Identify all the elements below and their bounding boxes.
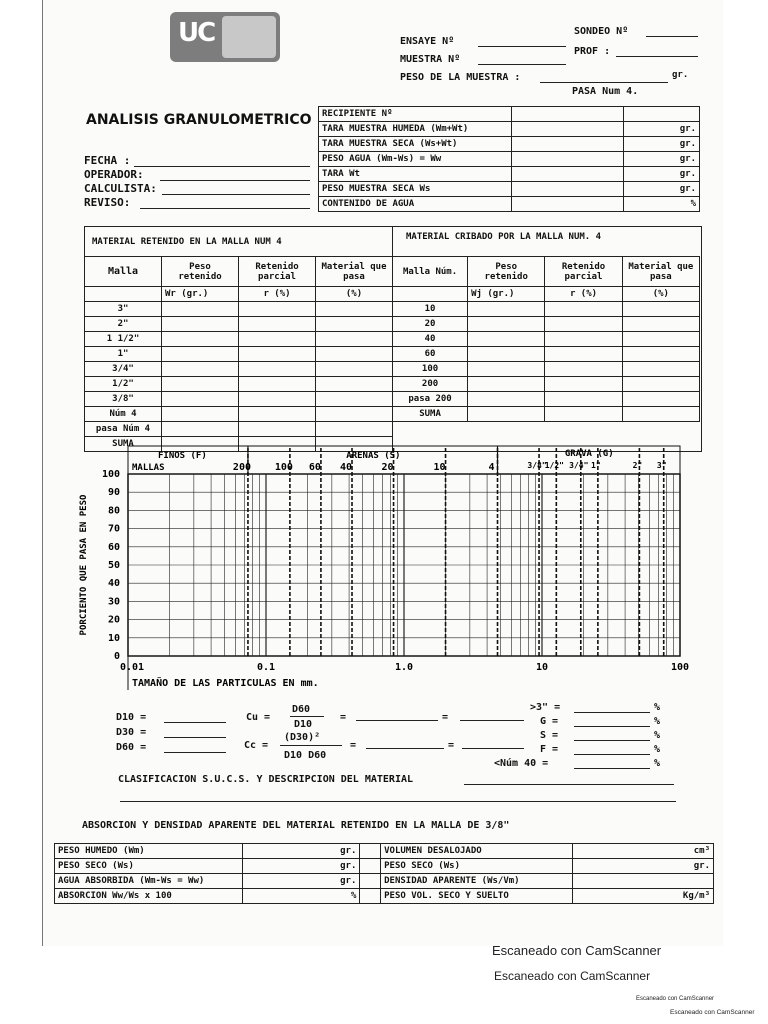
pct-unit: % <box>654 702 661 713</box>
col-parcial: Retenido parcial <box>239 257 316 287</box>
malla-cell: 1 1/2" <box>85 332 162 347</box>
d30-label: D30 = <box>116 727 147 738</box>
row-unit: % <box>623 197 699 212</box>
malla-cell: 60 <box>393 347 468 362</box>
institution-logo: UC <box>170 12 280 62</box>
cribado-unit-parcial: r (%) <box>545 287 622 302</box>
absorcion-title: ABSORCION Y DENSIDAD APARENTE DEL MATERIAL RETENIDO EN LA MALLA DE 3/8" <box>82 820 510 831</box>
x-tick-label: 100 <box>670 662 690 673</box>
abs-right-label: PESO SECO (Ws) <box>381 859 573 874</box>
camscanner-watermark: Escaneado con CamScanner <box>636 996 715 1002</box>
cribado-col-pasa: Material que pasa <box>622 257 699 287</box>
y-axis-label: PORCIENTO QUE PASA EN PESO <box>79 494 89 636</box>
peso-muestra-label: PESO DE LA MUESTRA : <box>400 72 521 83</box>
recipiente-row <box>319 152 700 167</box>
pct-unit: % <box>654 758 661 769</box>
malla-cell: 200 <box>393 377 468 392</box>
operador-label: OPERADOR: <box>84 168 144 181</box>
muestra-label: MUESTRA Nº <box>400 54 461 65</box>
cu-numerator: D60 <box>292 704 311 715</box>
row-label: TARA MUESTRA HUMEDA (Wm+Wt) <box>319 122 512 137</box>
recipiente-row <box>319 137 700 152</box>
abs-left-label: AGUA ABSORBIDA (Wm-Ws = Ww) <box>55 874 243 889</box>
section-arenas: ARENAS (S) <box>346 451 401 461</box>
table-row <box>85 392 393 407</box>
abs-right-label: PESO VOL. SECO Y SUELTO <box>381 889 573 904</box>
abs-right-unit: gr. <box>573 859 714 874</box>
cribado-table <box>392 256 700 422</box>
pct-unit: % <box>654 716 661 727</box>
y-tick-label: 100 <box>101 469 120 480</box>
row-label: PESO MUESTRA SECA Ws <box>319 182 512 197</box>
y-tick-label: 30 <box>107 596 120 608</box>
fecha-label: FECHA : <box>84 154 131 167</box>
malla-cell: 3/4" <box>85 362 162 377</box>
table-row <box>85 347 393 362</box>
mallas-tick-label: 1" <box>591 461 601 470</box>
camscanner-watermark: Escaneado con CamScanner <box>670 1009 755 1016</box>
table-row <box>85 302 393 317</box>
pct-unit: % <box>654 744 661 755</box>
y-tick-label: 60 <box>107 541 120 553</box>
pasa-num4-label: PASA Num 4. <box>572 86 639 97</box>
table-row <box>85 407 393 422</box>
granulometric-chart <box>62 444 692 694</box>
clasificacion-label: CLASIFICACION S.U.C.S. Y DESCRIPCION DEL MATERIAL <box>118 774 414 785</box>
section-grava: GRAVA (G) <box>564 449 614 459</box>
malla-cell: 40 <box>393 332 468 347</box>
malla-cell: 20 <box>393 317 468 332</box>
mallas-tick-label: 20 <box>381 462 394 473</box>
lt40-label: <Núm 40 = <box>494 758 549 769</box>
camscanner-watermark: Escaneado con CamScanner <box>494 969 651 983</box>
mallas-tick-label: 60 <box>308 462 321 473</box>
table-row <box>393 332 700 347</box>
abs-left-label: PESO HUMEDO (Wm) <box>55 844 243 859</box>
cribado-col-malla: Malla Núm. <box>393 257 468 287</box>
mallas-tick-label: 40 <box>339 462 353 473</box>
row-unit: gr. <box>623 167 699 182</box>
table-row <box>393 317 700 332</box>
gt3-label: >3" = <box>530 702 561 713</box>
cribado-unit-pasa: (%) <box>622 287 699 302</box>
d10-label: D10 = <box>116 712 147 723</box>
recipiente-row <box>319 107 700 122</box>
y-tick-label: 20 <box>107 614 120 626</box>
unit-peso: Wr (gr.) <box>162 287 239 302</box>
y-tick-label: 80 <box>107 505 120 517</box>
recipiente-row <box>319 182 700 197</box>
malla-cell: 100 <box>393 362 468 377</box>
pct-unit: % <box>654 730 661 741</box>
mallas-tick-label: 2" <box>632 461 643 470</box>
absorcion-row <box>55 859 714 874</box>
malla-cell: pasa Núm 4 <box>85 422 162 437</box>
row-unit: gr. <box>623 152 699 167</box>
table-row <box>393 407 700 422</box>
row-label: TARA Wt <box>319 167 512 182</box>
absorcion-table <box>54 843 714 904</box>
abs-left-label: ABSORCION Ww/Ws x 100 <box>55 889 243 904</box>
table-row <box>393 302 700 317</box>
mallas-tick-label: 3/8" <box>527 461 547 470</box>
y-tick-label: 50 <box>107 560 120 571</box>
x-tick-label: 0.01 <box>119 662 145 673</box>
cc-denominator: D10 D60 <box>284 750 327 761</box>
x-axis-label: TAMAÑO DE LAS PARTICULAS EN mm. <box>132 678 319 689</box>
row-label: PESO AGUA (Wm-Ws) = Ww <box>319 152 512 167</box>
malla-cell: 1" <box>85 347 162 362</box>
prof-label: PROF : <box>574 46 611 57</box>
x-tick-label: 1.0 <box>394 662 414 673</box>
table-row <box>85 317 393 332</box>
table-row <box>393 392 700 407</box>
mallas-tick-label: 1/2" <box>544 461 564 470</box>
malla-cell: pasa 200 <box>393 392 468 407</box>
calculista-label: CALCULISTA: <box>84 182 157 195</box>
cribado-unit-peso: Wj (gr.) <box>468 287 545 302</box>
cribado-col-peso: Peso retenido <box>468 257 545 287</box>
unit-pasa: (%) <box>316 287 393 302</box>
malla-cell: 3" <box>85 302 162 317</box>
abs-right-label: VOLUMEN DESALOJADO <box>381 844 573 859</box>
table-row <box>85 422 393 437</box>
abs-right-unit: cm³ <box>573 844 714 859</box>
malla-cell: SUMA <box>393 407 468 422</box>
abs-left-unit: gr. <box>243 874 360 889</box>
table-row <box>393 377 700 392</box>
y-tick-label: 90 <box>107 487 120 499</box>
g-label: G = <box>540 716 559 727</box>
retenido-table <box>84 256 393 452</box>
section-finos: FINOS (F) <box>158 451 207 461</box>
y-tick-label: 70 <box>107 523 120 535</box>
mallas-tick-label: 4 <box>488 462 495 473</box>
col-pasa: Material que pasa <box>316 257 393 287</box>
mallas-label: MALLAS <box>132 463 165 473</box>
abs-left-unit: % <box>243 889 360 904</box>
cu-denominator: D10 <box>294 719 313 730</box>
abs-right-unit <box>573 874 714 889</box>
col-peso: Peso retenido <box>162 257 239 287</box>
row-unit <box>623 107 699 122</box>
abs-left-label: PESO SECO (Ws) <box>55 859 243 874</box>
row-label: TARA MUESTRA SECA (Ws+Wt) <box>319 137 512 152</box>
row-label: RECIPIENTE Nº <box>319 107 512 122</box>
recipiente-table <box>318 106 700 212</box>
y-tick-label: 10 <box>107 632 120 644</box>
col-malla: Malla <box>85 257 162 287</box>
absorcion-row <box>55 889 714 904</box>
x-tick-label: 10 <box>535 662 549 673</box>
absorcion-row <box>55 874 714 889</box>
malla-cell: 3/8" <box>85 392 162 407</box>
table-row <box>85 332 393 347</box>
unit-parcial: r (%) <box>239 287 316 302</box>
absorcion-row <box>55 844 714 859</box>
malla-cell: Núm 4 <box>85 407 162 422</box>
gr-unit: gr. <box>672 70 689 80</box>
cc-label: Cc = <box>244 740 269 751</box>
abs-left-unit: gr. <box>243 844 360 859</box>
recipiente-row <box>319 122 700 137</box>
recipiente-row <box>319 167 700 182</box>
camscanner-watermark: Escaneado con CamScanner <box>492 943 662 958</box>
f-label: F = <box>540 744 559 755</box>
cribado-col-parcial: Retenido parcial <box>545 257 622 287</box>
malla-cell: 10 <box>393 302 468 317</box>
abs-right-label: DENSIDAD APARENTE (Ws/Vm) <box>381 874 573 889</box>
cu-label: Cu = <box>246 712 271 723</box>
row-unit: gr. <box>623 122 699 137</box>
abs-left-unit: gr. <box>243 859 360 874</box>
s-label: S = <box>540 730 559 741</box>
mallas-tick-label: 200 <box>232 462 251 473</box>
ensaye-label: ENSAYE Nº <box>400 36 455 47</box>
mallas-tick-label: 10 <box>433 462 446 473</box>
row-unit: gr. <box>623 137 699 152</box>
x-tick-label: 0.1 <box>256 662 276 673</box>
mallas-tick-label: 100 <box>274 462 293 473</box>
malla-cell: SUMA <box>85 437 162 452</box>
table-row <box>85 362 393 377</box>
d60-label: D60 = <box>116 742 147 753</box>
row-label: CONTENIDO DE AGUA <box>319 197 512 212</box>
page-title: ANALISIS GRANULOMETRICO <box>86 112 312 128</box>
mallas-tick-label: 3" <box>656 461 667 470</box>
y-tick-label: 0 <box>113 651 120 662</box>
reviso-label: REVISO: <box>84 196 131 209</box>
cc-numerator: (D30)² <box>284 732 321 743</box>
malla-cell: 1/2" <box>85 377 162 392</box>
sondeo-label: SONDEO Nº <box>574 26 629 37</box>
row-unit: gr. <box>623 182 699 197</box>
cribado-title: MATERIAL CRIBADO POR LA MALLA NUM. 4 <box>406 232 602 242</box>
y-tick-label: 40 <box>107 578 120 590</box>
table-row <box>85 377 393 392</box>
recipiente-row <box>319 197 700 212</box>
mallas-tick-label: 3/4" <box>569 461 589 470</box>
retenido-title: MATERIAL RETENIDO EN LA MALLA NUM 4 <box>92 237 282 247</box>
table-row <box>393 362 700 377</box>
abs-right-unit: Kg/m³ <box>573 889 714 904</box>
table-row <box>393 347 700 362</box>
malla-cell: 2" <box>85 317 162 332</box>
